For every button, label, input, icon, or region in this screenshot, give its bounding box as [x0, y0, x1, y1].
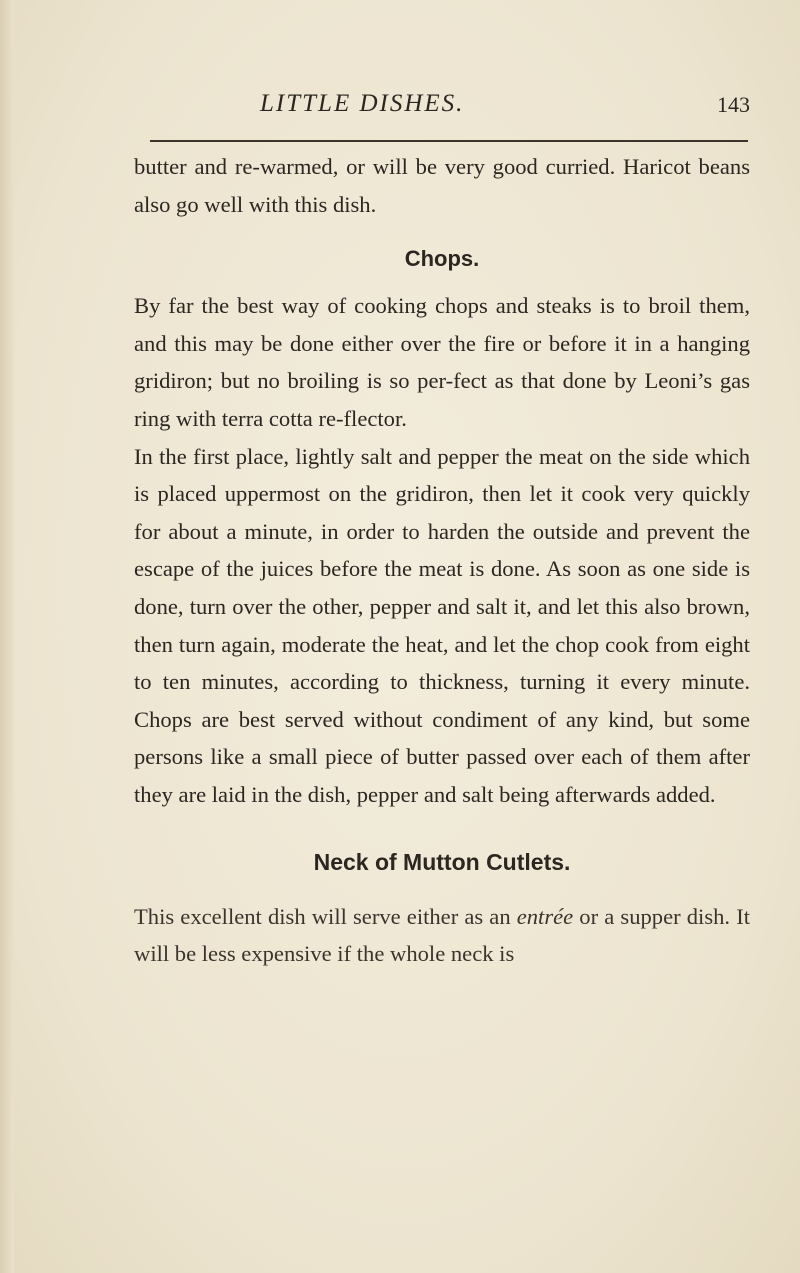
paragraph-neck-of-mutton — [134, 898, 750, 973]
paragraph-chops-1: By far the best way of cooking chops and steaks is to broil them, and this may be done either over the fire or before it in a hanging gridiron; but no broiling is so per-fect as that done by Leoni’s gas ring with terra cotta re-flector. — [134, 293, 750, 431]
page-number: 143 — [717, 92, 750, 117]
paragraph-chops-2: In the first place, lightly salt and pepper the meat on the side which is placed uppermost on the gridiron, then let it cook very quickly for about a minute, in order to harden the outside and prevent the escape of the juices before the meat is done. As soon as one side is done, turn over the other, pepper and salt it, and let this also brown, then turn again, moderate the heat, and let the chop cook from eight to ten minutes, according to thickness, turning it every minute. Chops are best served without condiment of any kind, but some persons like a small piece of butter passed over each of them after they are laid in the dish, pepper and salt being afterwards added. — [134, 443, 750, 807]
running-title: LITTLE DISHES. — [260, 90, 465, 117]
paragraph-intro: butter and re-warmed, or will be very good curried. Haricot beans also go well with this dish. — [134, 154, 750, 217]
page-gutter-edge — [0, 0, 14, 1273]
paragraph-neck-italic-term: entrée — [516, 903, 574, 929]
running-header — [150, 90, 750, 130]
section-heading-neck-of-mutton: Neck of Mutton Cutlets. — [313, 848, 571, 875]
paragraph-neck-text-end: or a supper dish. It will be less expensive if the whole neck is — [134, 903, 750, 967]
page-body — [134, 148, 750, 973]
section-heading-chops: Chops. — [404, 246, 480, 272]
header-rule — [150, 140, 748, 142]
paragraph-neck-text-start: This excellent dish will serve either as an — [134, 903, 517, 929]
